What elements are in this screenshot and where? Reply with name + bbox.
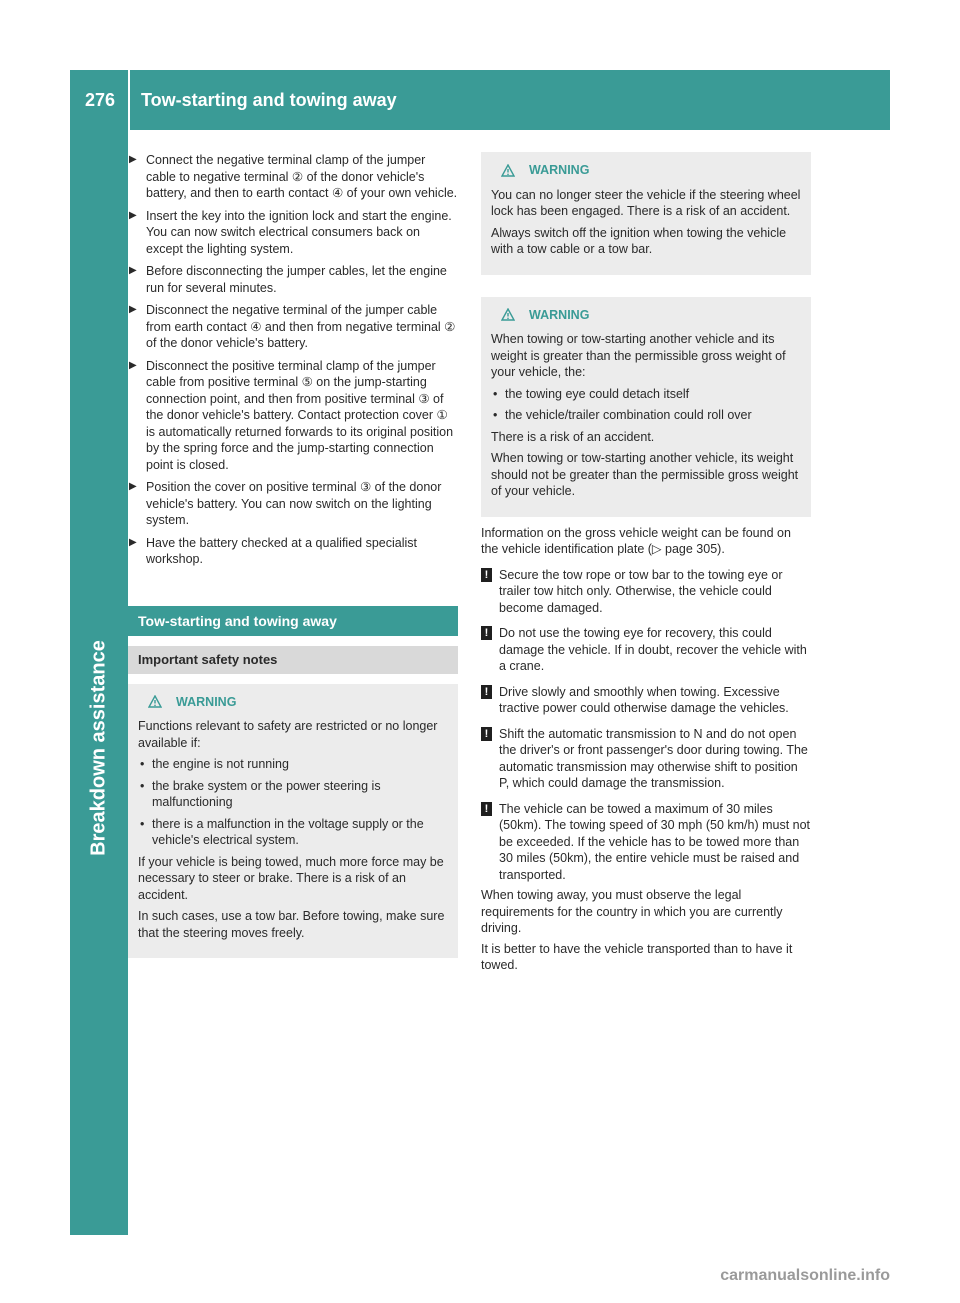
warning-heading: WARNING bbox=[491, 307, 801, 324]
page-number: 276 bbox=[84, 90, 116, 110]
page-title: Tow-starting and towing away bbox=[141, 90, 397, 110]
exclamation-icon: ! bbox=[481, 727, 492, 741]
note-item: ! Shift the automatic transmission to N and do not open the driver's or front passenger's door during towing. The automatic transmission may otherwise shift to position P, which could damage the transmission. bbox=[481, 726, 811, 792]
note-item: ! Secure the tow rope or tow bar to the towing eye or trailer tow hitch only. Otherwise, the vehicle could become damaged. bbox=[481, 567, 811, 617]
exclamation-icon: ! bbox=[481, 568, 492, 582]
warning-icon bbox=[148, 695, 162, 708]
closing-paragraph: When towing away, you must observe the legal requirements for the country in which you are currently driving. bbox=[481, 888, 783, 935]
section-title: Tow-starting and towing away bbox=[128, 606, 458, 636]
right-column bbox=[481, 152, 811, 974]
step-arrow-icon: ▶ bbox=[129, 359, 137, 371]
watermark[interactable]: carmanualsonline.info bbox=[720, 1267, 890, 1284]
warning-text: Functions relevant to safety are restricted or no longer available if: bbox=[138, 719, 438, 750]
closing-paragraph: It is better to have the vehicle transported than to have it towed. bbox=[481, 941, 793, 972]
info-paragraph: Information on the gross vehicle weight can be found on the vehicle identification plate (▷ page 305). bbox=[481, 525, 791, 556]
subsection-title: Important safety notes bbox=[128, 646, 458, 674]
warning-bullet: • the towing eye could detach itself bbox=[491, 386, 801, 403]
step-arrow-icon: ▶ bbox=[129, 209, 137, 221]
warning-text: In such cases, use a tow bar. Before towing, make sure that the steering moves freely. bbox=[138, 909, 445, 940]
warning-bullet: • the vehicle/trailer combination could roll over bbox=[491, 407, 801, 424]
step-arrow-icon: ▶ bbox=[129, 304, 137, 315]
warning-heading: WARNING bbox=[491, 162, 801, 179]
warning-text: You can no longer steer the vehicle if the steering wheel lock has been engaged. There is a risk of an accident. bbox=[491, 187, 801, 218]
note-item: ! Do not use the towing eye for recovery, this could damage the vehicle. If in doubt, recover the vehicle with a crane. bbox=[481, 625, 811, 675]
step-arrow-icon: ▶ bbox=[129, 154, 137, 165]
warning-text: If your vehicle is being towed, much more force may be necessary to steer or brake. There is a risk of an accident. bbox=[138, 854, 444, 902]
warning-heading: WARNING bbox=[138, 694, 448, 711]
warning-text: When towing or tow-starting another vehicle and its weight is greater than the permissible gross weight of your vehicle, the: bbox=[491, 332, 786, 379]
warning-box bbox=[481, 152, 811, 275]
warning-box bbox=[481, 297, 811, 517]
warning-text: There is a risk of an accident. bbox=[491, 429, 655, 444]
header-divider bbox=[128, 70, 130, 130]
warning-icon bbox=[501, 164, 515, 177]
note-item: ! Drive slowly and smoothly when towing. Excessive tractive power could otherwise damage the vehicles. bbox=[481, 684, 811, 717]
warning-text: When towing or tow-starting another vehicle, its weight should not be greater than the permissible gross weight of your vehicle. bbox=[491, 451, 799, 498]
warning-bullet: • the brake system or the power steering is malfunctioning bbox=[138, 778, 448, 811]
instruction-step: ▶ Before disconnecting the jumper cables, let the engine run for several minutes. bbox=[129, 264, 447, 295]
instruction-step: ▶ Have the battery checked at a qualified specialist workshop. bbox=[129, 535, 417, 566]
warning-bullet: • there is a malfunction in the voltage supply or the vehicle's electrical system. bbox=[138, 816, 448, 849]
instruction-step: ▶ Disconnect the positive terminal clamp of the jumper cable from positive terminal ⑤ on the jump-starting connection point, and then from positive terminal ③ of the donor vehicle's battery. Contact protection cover ① is automatically returned forwards to its original position by the spring force and the jump-starting connection point is closed. bbox=[129, 358, 454, 472]
left-column bbox=[128, 152, 458, 958]
warning-text: Always switch off the ignition when towing the vehicle with a tow cable or a tow bar. bbox=[491, 225, 787, 256]
step-arrow-icon: ▶ bbox=[129, 265, 137, 276]
exclamation-icon: ! bbox=[481, 685, 492, 699]
exclamation-icon: ! bbox=[481, 802, 492, 816]
warning-icon bbox=[501, 308, 515, 321]
instruction-step: ▶ Disconnect the negative terminal of the jumper cable from earth contact ④ and then from negative terminal ② of the donor vehicle's battery. bbox=[129, 303, 456, 350]
note-item: ! The vehicle can be towed a maximum of 30 miles (50km). The towing speed of 30 mph (50 km/h) must not be exceeded. If the vehicle has to be towed more than 30 miles (50km), the entire vehicle must be raised and transported. bbox=[481, 801, 811, 884]
warning-bullet: • the engine is not running bbox=[138, 756, 448, 773]
step-arrow-icon: ▶ bbox=[129, 536, 137, 548]
instruction-step: ▶ Connect the negative terminal clamp of the jumper cable to negative terminal ② of the donor vehicle's battery, and then to earth contact ④ of your own vehicle. bbox=[129, 153, 458, 200]
warning-box bbox=[128, 684, 458, 959]
side-tab-label: Breakdown assistance bbox=[87, 640, 110, 856]
step-arrow-icon: ▶ bbox=[129, 481, 137, 492]
exclamation-icon: ! bbox=[481, 626, 492, 640]
instruction-step: ▶ Insert the key into the ignition lock and start the engine. You can now switch electrical consumers back on except the lighting system. bbox=[129, 208, 452, 256]
instruction-step: ▶ Position the cover on positive terminal ③ of the donor vehicle's battery. You can now switch on the lighting system. bbox=[129, 480, 442, 527]
